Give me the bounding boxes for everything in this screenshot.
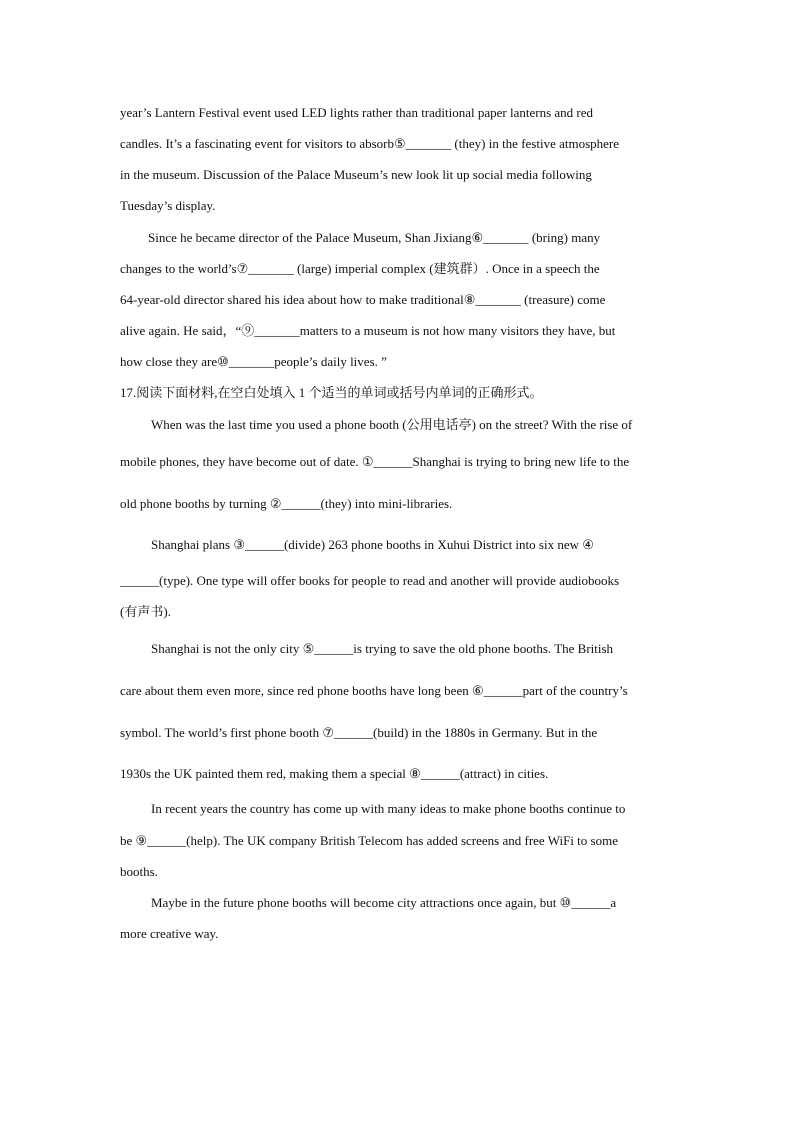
q17-line-1: When was the last time you used a phone booth (公用电话亭) on the street? With the rise of — [151, 417, 633, 432]
passage1-line-6: changes to the world’s⑦_______ (large) imperial complex (建筑群）. Once in a speech the — [120, 261, 600, 276]
question17-heading: 17.阅读下面材料,在空白处填入 1 个适当的单词或括号内单词的正确形式。 — [120, 385, 543, 400]
q17-line-10: 1930s the UK painted them red, making them a special ⑧______(attract) in cities. — [120, 766, 549, 781]
q17-line-9: symbol. The world’s first phone booth ⑦______(build) in the 1880s in Germany. But in the — [120, 725, 598, 740]
q17-line-11: In recent years the country has come up with many ideas to make phone booths continue to — [151, 801, 626, 816]
q17-line-6: (有声书). — [120, 604, 171, 619]
q17-line-5: ______(type). One type will offer books for people to read and another will provide audiobooks — [120, 573, 620, 588]
q17-line-12: be ⑨______(help). The UK company British Telecom has added screens and free WiFi to some — [120, 833, 618, 848]
passage1-line-7: 64-year-old director shared his idea about how to make traditional⑧_______ (treasure) come — [120, 292, 606, 307]
q17-line-2: mobile phones, they have become out of date. ①______Shanghai is trying to bring new life to the — [120, 454, 630, 469]
q17-line-15: more creative way. — [120, 926, 219, 941]
passage1-line-5: Since he became director of the Palace Museum, Shan Jixiang⑥_______ (bring) many — [148, 230, 601, 245]
q17-line-8: care about them even more, since red phone booths have long been ⑥______part of the country’s — [120, 683, 628, 698]
q17-line-3: old phone booths by turning ②______(they) into mini-libraries. — [120, 496, 453, 511]
q17-line-14: Maybe in the future phone booths will become city attractions once again, but ⑩______a — [151, 895, 617, 910]
q17-line-4: Shanghai plans ③______(divide) 263 phone booths in Xuhui District into six new ④ — [151, 537, 594, 552]
passage1-line-8: alive again. He said，“⑨_______matters to a museum is not how many visitors they have, but — [120, 323, 616, 338]
passage1-line-4: Tuesday’s display. — [120, 198, 216, 213]
q17-line-13: booths. — [120, 864, 158, 879]
passage1-line-1: year’s Lantern Festival event used LED lights rather than traditional paper lanterns and red — [120, 105, 594, 120]
q17-line-7: Shanghai is not the only city ⑤______is trying to save the old phone booths. The British — [151, 641, 614, 656]
passage1-line-3: in the museum. Discussion of the Palace Museum’s new look lit up social media following — [120, 167, 592, 182]
passage1-line-2: candles. It’s a fascinating event for visitors to absorb⑤_______ (they) in the festive atmosphere — [120, 136, 620, 151]
passage1-line-9: how close they are⑩_______people’s daily lives. ” — [120, 354, 387, 369]
